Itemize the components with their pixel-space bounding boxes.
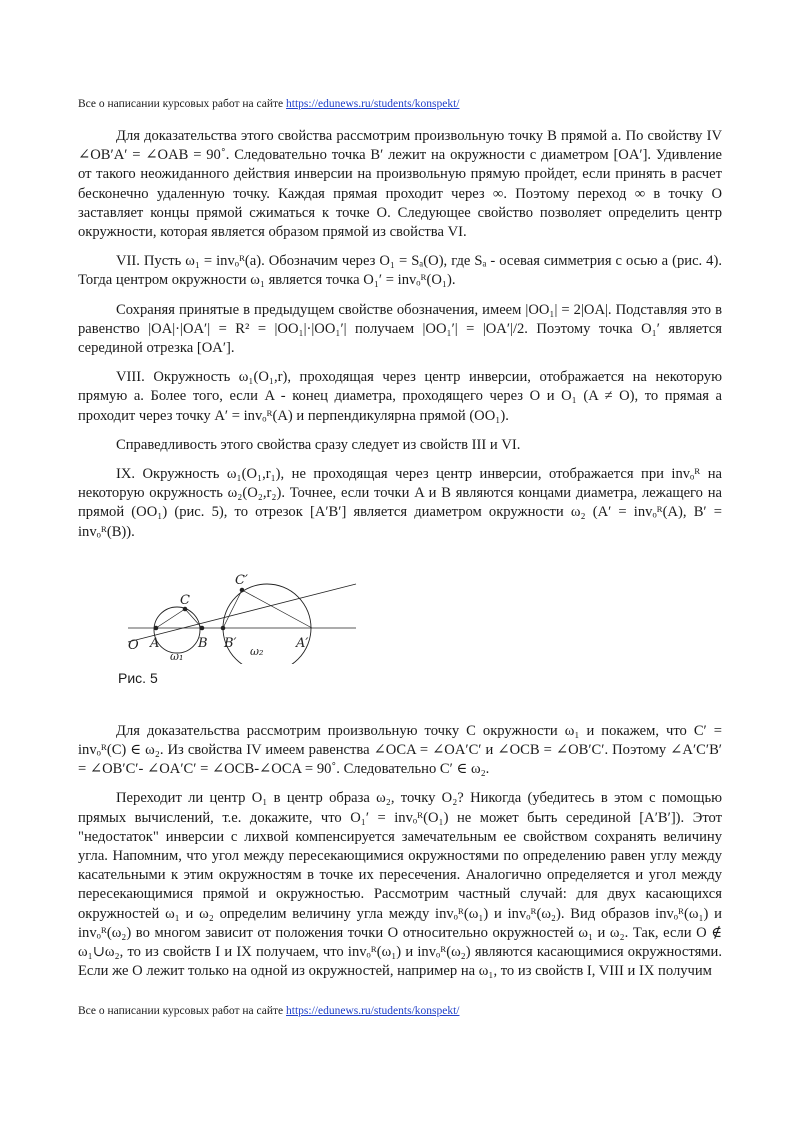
paragraph: Переходит ли центр O₁ в центр образа ω₂, точку O₂? Никогда (убедитесь в этом с помощью прямых вычислений, т.е. докажите, что O₁′ = invₒᴿ(O₁) не может быть серединой [A′B′]). Этот "недостаток" инверсии с лихвой компенсируется замечательным ее свойством сохранять величину угла. Напомним, что угол между пересекающимися окружностями по определению равен углу между касательными к этим окружностям в точке их пересечения. Аналогично определяется и угол между пересекающимися прямой и окружностью. Рассмотрим частный случай: для двух касающихся окружностей ω₁ и ω₂ определим величину угла между invₒᴿ(ω₁) и invₒᴿ(ω₂). Вид образов invₒᴿ(ω₁) и invₒᴿ(ω₂) во многом зависит от положения точки O относительно окружностей ω₁ и ω₂. Так, если O ∉ ω₁∪ω₂, то из свойств I и IX получаем, что invₒᴿ(ω₁) и invₒᴿ(ω₂) являются касающимися окружностями. Если же O лежит только на одной из окружностей, например на ω₁, то из свойств I, VIII и IX получим	[78, 790, 722, 980]
label-B: B	[198, 635, 208, 651]
label-omega2: ω₂	[250, 644, 264, 658]
page-footer	[78, 1005, 459, 1017]
paragraph: Сохраняя принятые в предыдущем свойстве обозначения, имеем |OO₁| = 2|OA|. Подставляя это в равенство |OA|·|OA′| = R² = |OO₁|·|OO₁′| получаем |OO₁′| = |OA′|/2. Поэтому точка O₁′ является серединой отрезка [OA′].	[78, 301, 722, 357]
paragraph: VIII. Окружность ω₁(O₁,r), проходящая через центр инверсии, отображается на некоторую прямую a. Более того, если A - конец диаметра, проходящего через O и O₁ (A ≠ O), то прямая a проходит через точку A′ = invₒᴿ(A) и перпендикулярна прямой (OO₁).	[78, 369, 722, 424]
label-O: O	[128, 637, 139, 653]
label-Bprime: B′	[224, 635, 237, 651]
paragraph: Справедливость этого свойства сразу следует из свойств III и VI.	[116, 436, 521, 453]
figure-caption: Рис. 5	[118, 669, 158, 686]
header-text: Все о написании курсовых работ на сайте	[78, 98, 287, 110]
label-C: C	[180, 592, 190, 608]
label-Aprime: A′	[296, 635, 309, 651]
figure-5	[78, 552, 722, 664]
page-header	[78, 98, 459, 110]
footer-link[interactable]: https://edunews.ru/students/konspekt/	[286, 1005, 460, 1017]
label-Cprime: C′	[235, 572, 248, 588]
paragraph: VII. Пусть ω₁ = invₒᴿ(a). Обозначим через O₁ = Sₐ(O), где Sₐ - осевая симметрия с осью a (рис. 4). Тогда центром окружности ω₁ является точка O₁′ = invₒᴿ(O₁).	[78, 253, 722, 289]
label-A: A	[150, 635, 160, 651]
header-link[interactable]: https://edunews.ru/students/konspekt/	[286, 98, 460, 110]
document-body	[78, 127, 722, 992]
inversion-diagram	[122, 552, 362, 664]
circle-omega2	[223, 584, 311, 664]
paragraph: Для доказательства рассмотрим произвольную точку C окружности ω₁ и покажем, что C′ = invₒᴿ(C) ∈ ω₂. Из свойства IV имеем равенства ∠OCA = ∠OA′C′ и ∠OCB = ∠OB′C′. Поэтому ∠A′C′B′ = ∠OB′C′- ∠OA′C′ = ∠OCB-∠OCA = 90˚. Следовательно C′ ∈ ω₂.	[78, 722, 722, 778]
footer-text: Все о написании курсовых работ на сайте	[78, 1005, 287, 1017]
paragraph: Для доказательства этого свойства рассмотрим произвольную точку B прямой a. По свойству IV ∠OB′A′ = ∠OAB = 90˚. Следовательно точка B′ лежит на окружности с диаметром [OA′]. Удивление от такого неожиданного действия инверсии на произвольную прямую пройдет, если принять в расчет бесконечно удаленную точку. Каждая прямая проходит через ∞. Поэтому переход ∞ в точку O заставляет концы прямой сжиматься к точке O. Следующее свойство позволяет определить центр окружности, которая является образом прямой из свойства VI.	[78, 128, 722, 241]
paragraph: IX. Окружность ω₁(O₁,r₁), не проходящая через центр инверсии, отображается при invₒᴿ на некоторую окружность ω₂(O₂,r₂). Точнее, если точки A и B являются концами диаметра, лежащего на прямой (OO₁) (рис. 5), то отрезок [A′B′] является диаметром окружности ω₂ (A′ = invₒᴿ(A), B′ = invₒᴿ(B)).	[78, 466, 722, 540]
label-omega1: ω₁	[170, 649, 184, 663]
